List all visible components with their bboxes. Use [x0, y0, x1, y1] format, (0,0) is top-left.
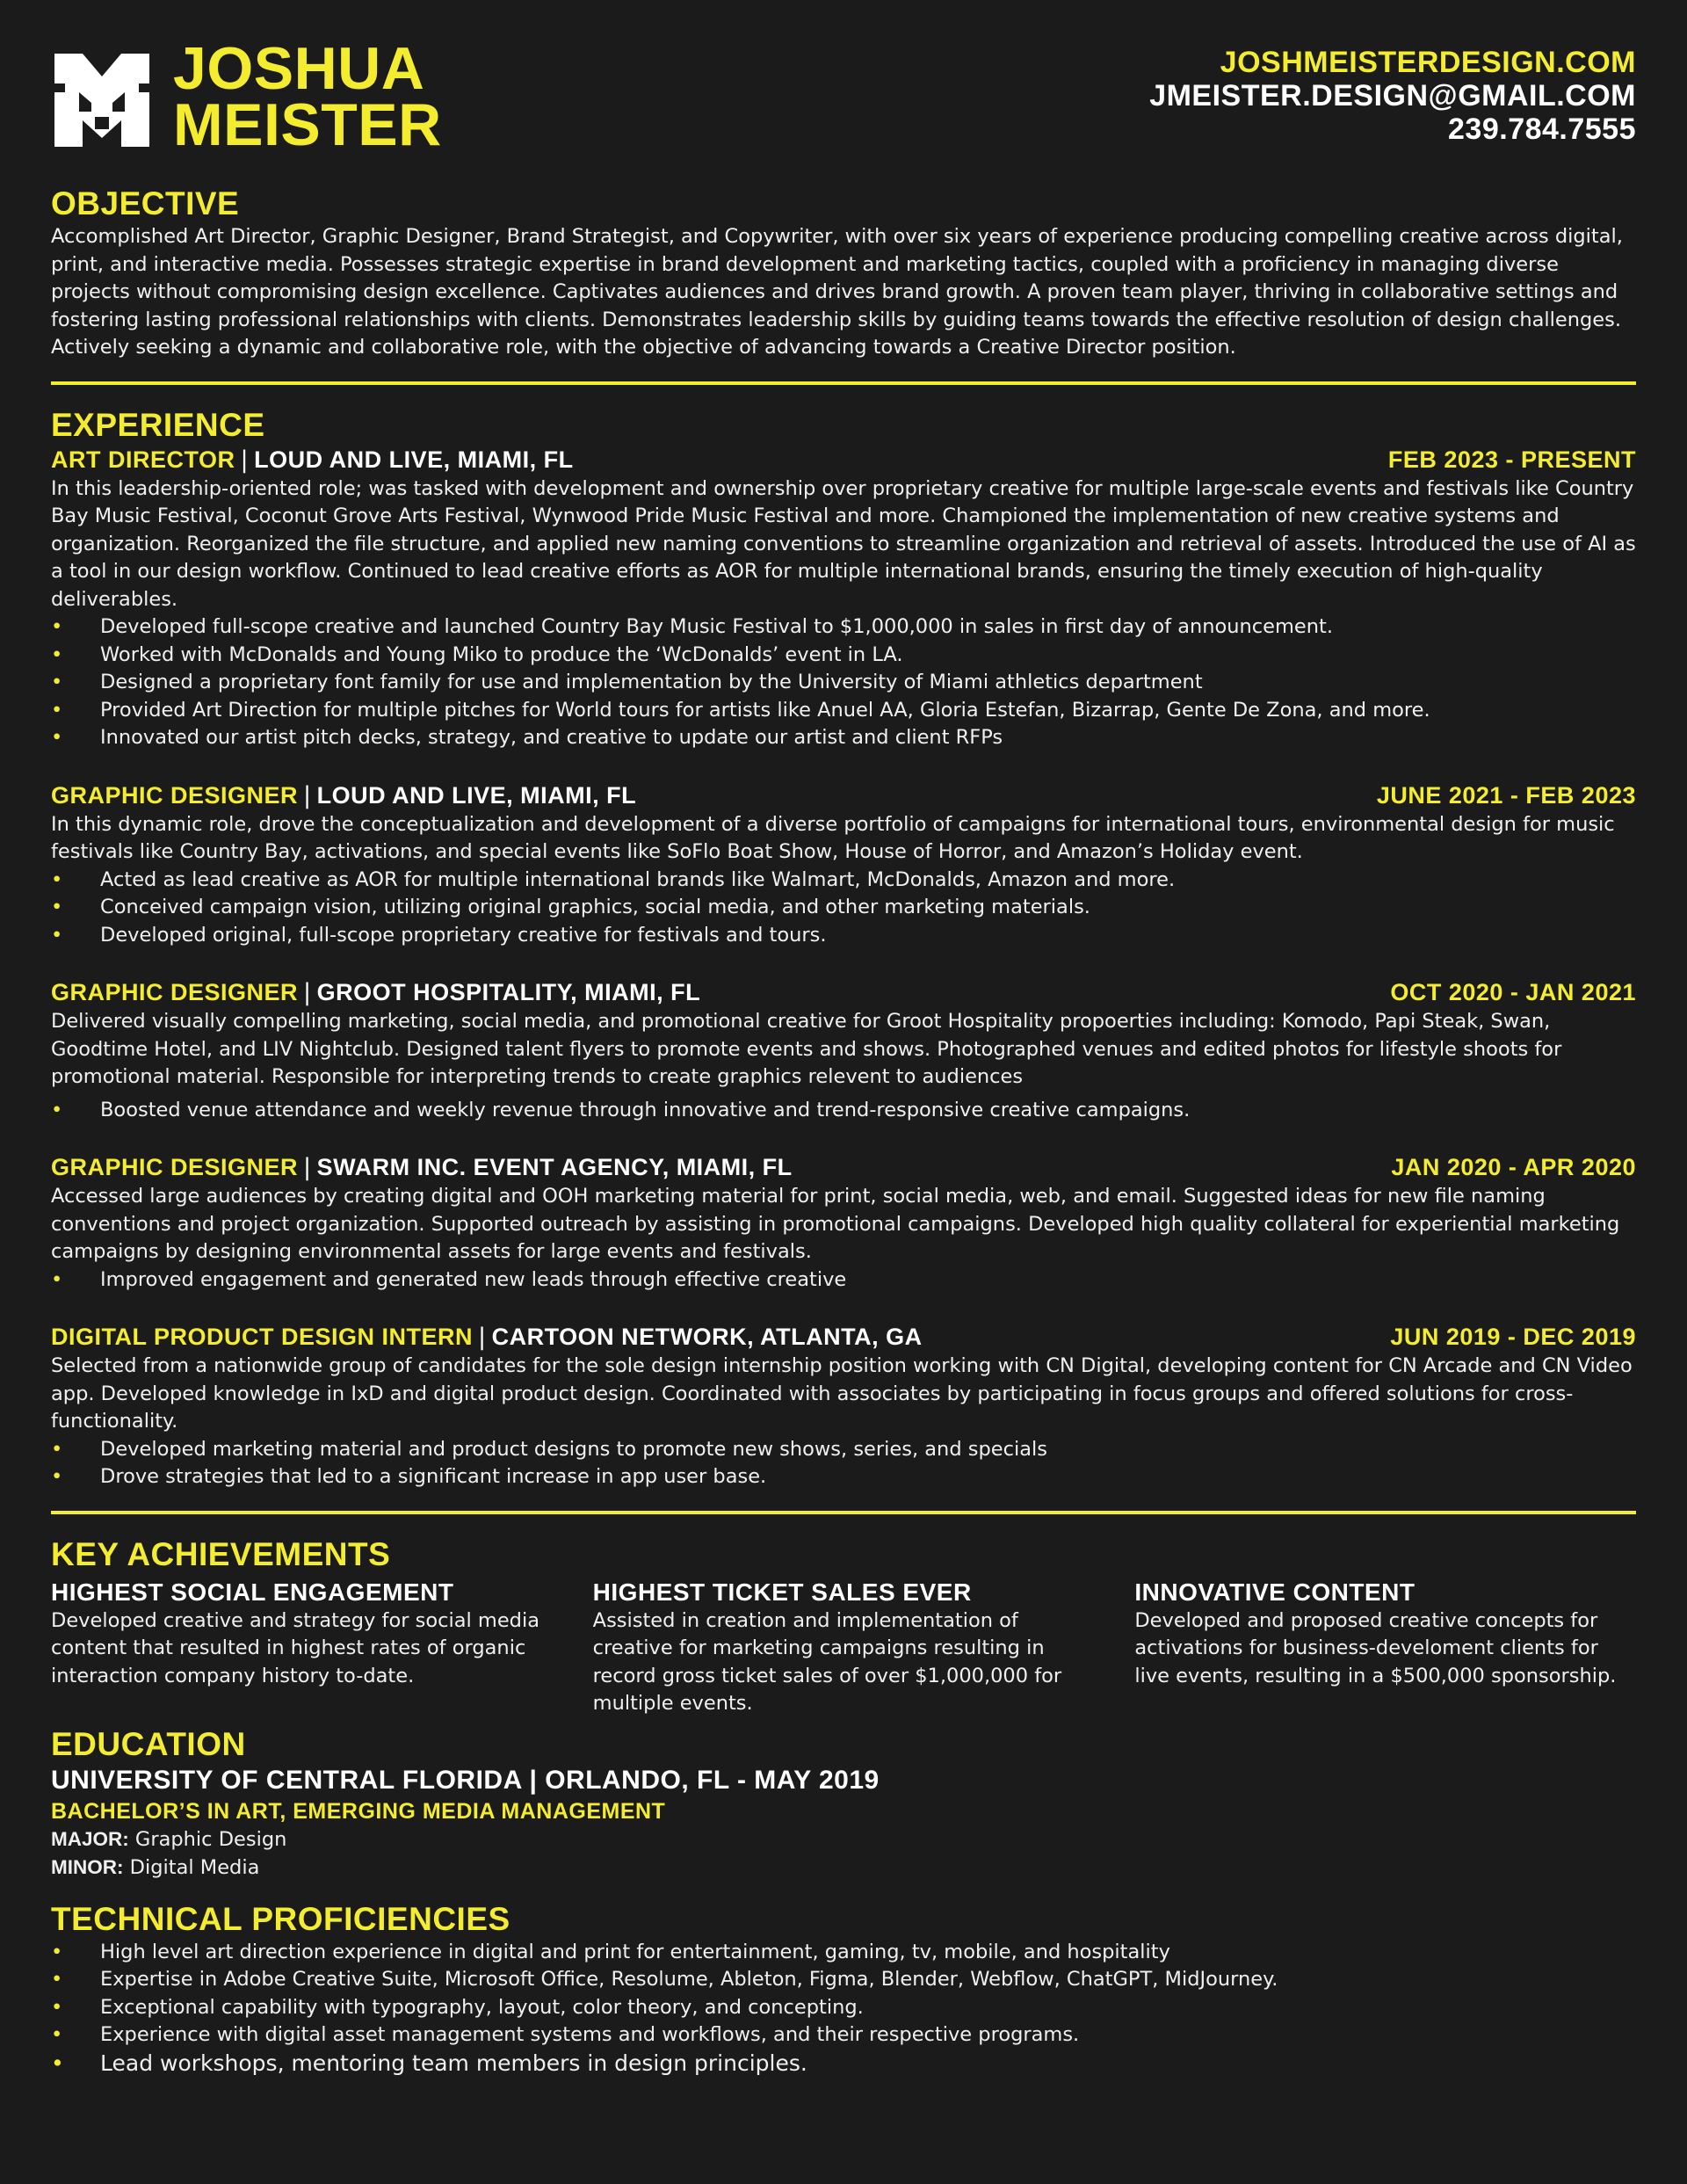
- education-degree: BACHELOR’S IN ART, EMERGING MEDIA MANAGEMENT: [51, 1798, 666, 1824]
- education-school: UNIVERSITY OF CENTRAL FLORIDA | ORLANDO, FL - MAY 2019: [51, 1765, 880, 1795]
- proficiencies-section: [51, 1900, 1636, 2078]
- list-item: • Developed original, full-scope proprietary creative for festivals and tours.: [51, 923, 827, 947]
- name-last: MEISTER: [173, 91, 442, 158]
- website-link[interactable]: JOSHMEISTERDESIGN.COM: [1220, 46, 1636, 79]
- job-dates: JAN 2020 - APR 2020: [1391, 1154, 1636, 1180]
- job-bullets: [51, 1097, 1636, 1125]
- list-item: • Developed marketing material and product designs to promote new shows, series, and specials: [51, 1437, 1047, 1461]
- list-item: • Provided Art Direction for multiple pitches for World tours for artists like Anuel AA, Gloria Estefan, Bizarrap, Gente De Zona, and more.: [51, 698, 1430, 722]
- job-dates: JUNE 2021 - FEB 2023: [1376, 781, 1636, 809]
- achievement-card: [51, 1578, 553, 1718]
- job-description: Accessed large audiences by creating digital and OOH marketing material for print, social media, web, and email. Suggested ideas for new file naming conventions and project organization. Supported outreach by assisting in promotional campaigns. Developed high quality collateral for experiential marketing campaigns by designing environmental assets for large events and festivals.: [51, 1185, 1620, 1263]
- list-item: • Acted as lead creative as AOR for multiple international brands like Walmart, McDonalds, Amazon and more.: [51, 867, 1176, 891]
- job-role: GRAPHIC DESIGNER: [51, 781, 299, 809]
- job-role: ART DIRECTOR: [51, 446, 235, 473]
- list-item: • Expertise in Adobe Creative Suite, Microsoft Office, Resolume, Ableton, Figma, Blender, Webflow, ChatGPT, MidJourney.: [51, 1968, 1278, 1991]
- job-header: ART DIRECTOR | LOUD AND LIVE, MIAMI, FL FEB 2023 - PRESENT: [51, 446, 1636, 474]
- achievement-title: HIGHEST SOCIAL ENGAGEMENT: [51, 1578, 454, 1606]
- achievements-grid: [51, 1578, 1636, 1718]
- achievements-title: KEY ACHIEVEMENTS: [51, 1535, 391, 1572]
- list-item: • Improved engagement and generated new leads through effective creative: [51, 1267, 847, 1291]
- job-company: CARTOON NETWORK, ATLANTA, GA: [491, 1324, 923, 1350]
- job-company: SWARM INC. EVENT AGENCY, MIAMI, FL: [316, 1154, 793, 1180]
- list-item: • Designed a proprietary font family for use and implementation by the University of Miami athletics department: [51, 671, 1203, 693]
- list-item: • Exceptional capability with typography, layout, color theory, and concepting.: [51, 1995, 864, 2019]
- job-entry: [51, 977, 1636, 1124]
- list-item: • Lead workshops, mentoring team members in design principles.: [51, 2050, 807, 2076]
- divider: [51, 381, 1636, 385]
- education-title: EDUCATION: [51, 1725, 246, 1762]
- list-item: • High level art direction experience in digital and print for entertainment, gaming, tv, mobile, and hospitality: [51, 1940, 1170, 1963]
- email-link[interactable]: JMEISTER.DESIGN@GMAIL.COM: [1149, 79, 1636, 112]
- experience-title: EXPERIENCE: [51, 406, 265, 443]
- achievement-card: [1134, 1578, 1636, 1718]
- experience-section: [51, 406, 1636, 1491]
- education-section: [51, 1725, 1636, 1883]
- objective-section: [51, 185, 1636, 362]
- candidate-name: [173, 35, 442, 158]
- list-item: • Innovated our artist pitch decks, strategy, and creative to update our artist and client RFPs: [51, 726, 1003, 749]
- job-entry: [51, 1322, 1636, 1491]
- job-description: In this leadership-oriented role; was tasked with development and ownership over proprietary creative for multiple large-scale events and festivals like Country Bay Music Festival, Coconut Grove Arts Festival, Wynwood Pride Music Festival and more. Championed the implementation of new creative systems and organization. Reorganized the file structure, and applied new naming conventions to streamline organization and retrieval of assets. Introduced the use of AI as a tool in our design workflow. Continued to lead creative efforts as AOR for multiple international brands, ensuring the timely execution of high-quality deliverables.: [51, 476, 1636, 611]
- divider: [51, 1511, 1636, 1514]
- job-description: Selected from a nationwide group of candidates for the sole design internship position working with CN Digital, developing content for CN Arcade and CN Video app. Developed knowledge in IxD and digital product design. Coordinated with associates by participating in focus groups and offered solutions for cross-functionality.: [51, 1354, 1633, 1433]
- list-item: • Boosted venue attendance and weekly revenue through innovative and trend-responsive creative campaigns.: [51, 1098, 1191, 1121]
- achievement-text: Assisted in creation and implementation of creative for marketing campaigns resulting in record gross ticket sales of over $1,000,000 for multiple events.: [592, 1608, 1062, 1715]
- achievement-title: INNOVATIVE CONTENT: [1134, 1578, 1415, 1606]
- job-dates: FEB 2023 - PRESENT: [1387, 446, 1636, 473]
- job-entry: [51, 780, 1636, 950]
- job-dates: JUN 2019 - DEC 2019: [1390, 1324, 1636, 1350]
- phone-number[interactable]: 239.784.7555: [1448, 112, 1636, 146]
- list-item: • Worked with McDonalds and Young Miko to produce the ‘WcDonalds’ event in LA.: [51, 642, 903, 666]
- job-company: LOUD AND LIVE, MIAMI, FL: [316, 781, 637, 809]
- job-header: GRAPHIC DESIGNER | LOUD AND LIVE, MIAMI, FL JUNE 2021 - FEB 2023: [51, 781, 1636, 809]
- job-bullets: [51, 1266, 1636, 1295]
- job-description: Delivered visually compelling marketing, social media, and promotional creative for Groot Hospitality propoerties including: Komodo, Papi Steak, Swan, Goodtime Hotel, and LIV Nightclub. Designed talent flyers to promote events and shows. Photographed venues and edited photos for lifestyle shoots for promotional material. Responsible for interpreting trends to create graphics relevent to audiences: [51, 1010, 1562, 1088]
- job-role: GRAPHIC DESIGNER: [51, 979, 299, 1005]
- name-first: JOSHUA: [173, 35, 425, 102]
- contact-block: [1149, 46, 1636, 146]
- achievement-text: Developed creative and strategy for social media content that resulted in highest rates of organic interaction company history to-date.: [51, 1608, 539, 1687]
- education-minor: MINOR: Digital Media: [51, 1856, 260, 1879]
- job-entry: [51, 1152, 1636, 1294]
- objective-title: OBJECTIVE: [51, 185, 240, 221]
- achievement-text: Developed and proposed creative concepts for activations for business-develoment clients for live events, resulting in a $500,000 sponsorship.: [1134, 1608, 1617, 1687]
- header: [0, 0, 1687, 176]
- achievement-card: [593, 1578, 1095, 1718]
- job-company: GROOT HOSPITALITY, MIAMI, FL: [316, 979, 701, 1005]
- achievement-title: HIGHEST TICKET SALES EVER: [592, 1578, 972, 1606]
- list-item: • Drove strategies that led to a significant increase in app user base.: [51, 1465, 767, 1488]
- m-monogram-icon: [51, 48, 153, 150]
- job-bullets: [51, 613, 1636, 752]
- achievements-section: [51, 1535, 1636, 1718]
- job-company: LOUD AND LIVE, MIAMI, FL: [254, 446, 574, 473]
- objective-text: Accomplished Art Director, Graphic Designer, Brand Strategist, and Copywriter, with over six years of experience producing compelling creative across digital, print, and interactive media. Possesses strategic expertise in brand development and marketing tactics, coupled with a proficiency in managing diverse projects without compromising design excellence. Captivates audiences and drives brand growth. A proven team player, thriving in collaborative settings and fostering lasting professional relationships with clients. Demonstrates leadership skills by guiding teams towards the effective resolution of design challenges. Actively seeking a dynamic and collaborative role, with the objective of advancing towards a Creative Director position.: [51, 225, 1623, 359]
- job-header: GRAPHIC DESIGNER | SWARM INC. EVENT AGENCY, MIAMI, FL JAN 2020 - APR 2020: [51, 1154, 1636, 1181]
- job-description: In this dynamic role, drove the conceptualization and development of a diverse portfolio of campaigns for international tours, environmental design for music festivals like Country Bay, activations, and special events like SoFlo Boat Show, House of Horror, and Amazon’s Holiday event.: [51, 812, 1615, 863]
- list-item: • Developed full-scope creative and launched Country Bay Music Festival to $1,000,000 in sales in first day of announcement.: [51, 615, 1334, 638]
- proficiencies-list: [51, 1939, 1636, 2078]
- job-bullets: [51, 1436, 1636, 1491]
- job-entry: [51, 445, 1636, 752]
- job-header: DIGITAL PRODUCT DESIGN INTERN | CARTOON NETWORK, ATLANTA, GA JUN 2019 - DEC 2019: [51, 1324, 1636, 1351]
- list-item: • Conceived campaign vision, utilizing original graphics, social media, and other marketing materials.: [51, 896, 1090, 918]
- proficiencies-title: TECHNICAL PROFICIENCIES: [51, 1900, 510, 1937]
- education-major: MAJOR: Graphic Design: [51, 1827, 287, 1851]
- job-dates: OCT 2020 - JAN 2021: [1390, 979, 1636, 1005]
- job-role: DIGITAL PRODUCT DESIGN INTERN: [51, 1324, 474, 1350]
- job-header: GRAPHIC DESIGNER | GROOT HOSPITALITY, MIAMI, FL OCT 2020 - JAN 2021: [51, 979, 1636, 1006]
- list-item: • Experience with digital asset management systems and workflows, and their respective programs.: [51, 2023, 1080, 2046]
- job-bullets: [51, 867, 1636, 950]
- job-role: GRAPHIC DESIGNER: [51, 1154, 299, 1180]
